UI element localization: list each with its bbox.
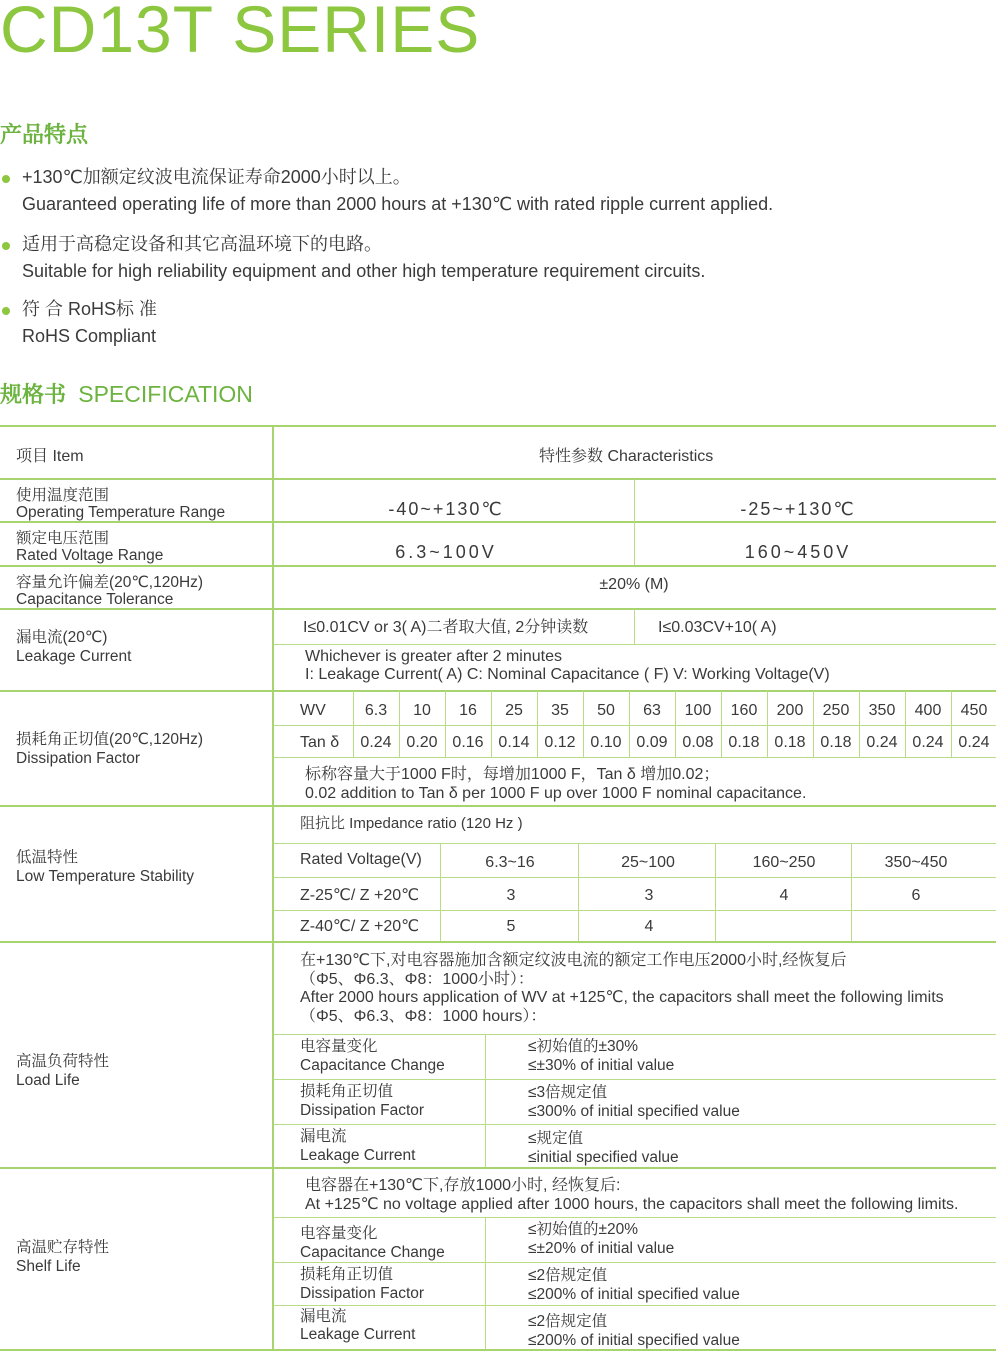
df-tan-cell: 0.24 bbox=[958, 734, 990, 751]
load-row-zh: 损耗角正切值 bbox=[300, 1083, 394, 1100]
lowtemp-col: 25~100 bbox=[621, 854, 675, 871]
spec-heading-zh: 规格书 bbox=[0, 382, 67, 407]
feature-zh: +130℃加额定纹波电流保证寿命2000小时以上。 bbox=[22, 167, 411, 187]
leakage-note-1: Whichever is greater after 2 minutes bbox=[305, 648, 562, 665]
lowtemp-r1-value: 6 bbox=[911, 887, 921, 904]
df-tan-label: Tan δ bbox=[300, 734, 340, 751]
load-desc: （Φ5、Φ6.3、Φ8：1000 hours）： bbox=[300, 1008, 547, 1025]
voltage-value-low: 6.3~100V bbox=[395, 542, 497, 562]
lowtemp-r2-label: Z-40℃/ Z +20℃ bbox=[300, 918, 420, 935]
feature-item bbox=[0, 296, 157, 350]
lowtemp-ratio: 阻抗比 Impedance ratio (120 Hz ) bbox=[300, 815, 523, 832]
load-row-en: Capacitance Change bbox=[300, 1057, 445, 1074]
temp-value-low: -40~+130℃ bbox=[388, 499, 504, 519]
df-tan-cell: 0.18 bbox=[728, 734, 760, 751]
load-row-value-en: ≤±30% of initial value bbox=[528, 1057, 675, 1074]
load-row-value-en: ≤initial specified value bbox=[528, 1149, 679, 1166]
voltage-value-high: 160~450V bbox=[744, 542, 852, 562]
tolerance-value: ±20% (M) bbox=[599, 576, 669, 593]
voltage-label-zh: 额定电压范围 bbox=[16, 530, 110, 547]
feature-en: Guaranteed operating life of more than 2000 hours at +130℃ with rated ripple current applied. bbox=[22, 194, 774, 214]
load-row-en: Leakage Current bbox=[300, 1147, 416, 1164]
spec-heading-en: SPECIFICATION bbox=[78, 381, 253, 407]
df-wv-cell: 16 bbox=[459, 702, 477, 719]
df-wv-cell: 35 bbox=[551, 702, 569, 719]
load-row-value-zh: ≤规定值 bbox=[528, 1130, 584, 1147]
load-row-zh: 电容量变化 bbox=[300, 1038, 378, 1055]
df-wv-cell: 450 bbox=[960, 702, 988, 719]
lowtemp-col: 6.3~16 bbox=[485, 854, 535, 871]
lowtemp-col: 350~450 bbox=[884, 854, 948, 871]
df-wv-cell: 350 bbox=[868, 702, 896, 719]
lowtemp-r2-value: 4 bbox=[644, 918, 654, 935]
lowtemp-r1-label: Z-25℃/ Z +20℃ bbox=[300, 887, 420, 904]
df-wv-cell: 50 bbox=[597, 702, 615, 719]
spec-heading bbox=[0, 378, 253, 409]
shelf-row-value-zh: ≤2倍规定值 bbox=[528, 1313, 608, 1330]
df-tan-cell: 0.09 bbox=[636, 734, 668, 751]
df-wv-cell: 63 bbox=[643, 702, 661, 719]
df-tan-cell: 0.10 bbox=[590, 734, 622, 751]
lowtemp-r1-value: 3 bbox=[506, 887, 516, 904]
temp-label-en: Operating Temperature Range bbox=[16, 504, 226, 521]
lowtemp-col: 160~250 bbox=[752, 854, 816, 871]
load-row-value-zh: ≤3倍规定值 bbox=[528, 1084, 608, 1101]
df-wv-cell: 10 bbox=[413, 702, 431, 719]
df-note-zh: 标称容量大于1000 F时，每增加1000 F，Tan δ 增加0.02； bbox=[305, 766, 720, 783]
df-tan-cell: 0.08 bbox=[682, 734, 714, 751]
lowtemp-r2-value: 5 bbox=[506, 918, 516, 935]
bullet-icon bbox=[2, 242, 10, 250]
feature-en: Suitable for high reliability equipment and other high temperature requirement circuits. bbox=[22, 261, 706, 281]
shelf-row-en: Capacitance Change bbox=[300, 1244, 445, 1261]
df-tan-cell: 0.20 bbox=[406, 734, 438, 751]
df-tan-cell: 0.24 bbox=[912, 734, 944, 751]
load-desc: After 2000 hours application of WV at +125℃, the capacitors shall meet the following limits bbox=[300, 989, 944, 1006]
df-tan-cell: 0.24 bbox=[866, 734, 898, 751]
features-heading: 产品特点 bbox=[0, 122, 89, 147]
df-tan-cell: 0.18 bbox=[774, 734, 806, 751]
leakage-label-zh: 漏电流(20℃) bbox=[16, 629, 108, 646]
feature-item bbox=[0, 231, 705, 285]
header-characteristics: 特性参数 Characteristics bbox=[539, 448, 714, 465]
temp-value-high: -25~+130℃ bbox=[740, 499, 856, 519]
df-wv-cell: 100 bbox=[684, 702, 712, 719]
shelf-row-value-zh: ≤2倍规定值 bbox=[528, 1267, 608, 1284]
voltage-label-en: Rated Voltage Range bbox=[16, 547, 164, 564]
shelf-row-value-en: ≤±20% of initial value bbox=[528, 1240, 675, 1257]
temp-label-zh: 使用温度范围 bbox=[16, 487, 110, 504]
load-row-en: Dissipation Factor bbox=[300, 1102, 425, 1119]
shelf-row-zh: 漏电流 bbox=[300, 1308, 347, 1325]
leakage-note-2: I: Leakage Current( A) C: Nominal Capacitance ( F) V: Working Voltage(V) bbox=[305, 666, 830, 683]
lowtemp-r1-value: 4 bbox=[779, 887, 789, 904]
shelf-row-value-zh: ≤初始值的±20% bbox=[528, 1221, 639, 1238]
df-wv-cell: 6.3 bbox=[364, 702, 388, 719]
leakage-formula-low: I≤0.01CV or 3( A)二者取大值, 2分钟读数 bbox=[303, 619, 589, 636]
load-label-zh: 高温负荷特性 bbox=[16, 1053, 110, 1070]
df-label-zh: 损耗角正切值(20℃,120Hz) bbox=[16, 731, 204, 748]
tolerance-label-en: Capacitance Tolerance bbox=[16, 591, 174, 608]
leakage-label-en: Leakage Current bbox=[16, 648, 132, 665]
feature-item bbox=[0, 164, 773, 218]
df-tan-cell: 0.14 bbox=[498, 734, 530, 751]
df-wv-label: WV bbox=[300, 702, 326, 719]
df-tan-cell: 0.24 bbox=[360, 734, 392, 751]
shelf-desc: 电容器在+130℃下,存放1000小时, 经恢复后: bbox=[305, 1177, 621, 1194]
tolerance-label-zh: 容量允许偏差(20℃,120Hz) bbox=[16, 574, 204, 591]
df-wv-cell: 200 bbox=[776, 702, 804, 719]
lowtemp-rv-label: Rated Voltage(V) bbox=[300, 851, 422, 868]
bullet-icon bbox=[2, 175, 10, 183]
load-desc: 在+130℃下,对电容器施加含额定纹波电流的额定工作电压2000小时,经恢复后 bbox=[300, 952, 847, 969]
df-tan-cell: 0.18 bbox=[820, 734, 852, 751]
df-wv-cell: 250 bbox=[822, 702, 850, 719]
df-tan-cell: 0.12 bbox=[544, 734, 576, 751]
shelf-row-zh: 电容量变化 bbox=[300, 1225, 378, 1242]
header-item: 项目 Item bbox=[16, 448, 84, 465]
leakage-formula-high: I≤0.03CV+10( A) bbox=[658, 619, 777, 636]
bullet-icon bbox=[2, 307, 10, 315]
load-row-zh: 漏电流 bbox=[300, 1128, 347, 1145]
df-note-en: 0.02 addition to Tan δ per 1000 F up over 1000 F nominal capacitance. bbox=[305, 785, 807, 802]
shelf-row-en: Leakage Current bbox=[300, 1326, 416, 1343]
feature-zh: 符 合 RoHS标 准 bbox=[22, 299, 158, 319]
shelf-label-en: Shelf Life bbox=[16, 1258, 81, 1275]
series-title: CD13T SERIES bbox=[0, 0, 481, 66]
shelf-desc: At +125℃ no voltage applied after 1000 hours, the capacitors shall meet the following limits. bbox=[305, 1196, 959, 1213]
shelf-row-value-en: ≤200% of initial specified value bbox=[528, 1286, 740, 1303]
feature-en: RoHS Compliant bbox=[22, 326, 157, 346]
load-row-value-en: ≤300% of initial specified value bbox=[528, 1103, 740, 1120]
shelf-row-value-en: ≤200% of initial specified value bbox=[528, 1332, 740, 1349]
df-label-en: Dissipation Factor bbox=[16, 750, 141, 767]
feature-zh: 适用于高稳定设备和其它高温环境下的电路。 bbox=[22, 234, 382, 254]
load-label-en: Load Life bbox=[16, 1072, 80, 1089]
shelf-row-zh: 损耗角正切值 bbox=[300, 1266, 394, 1283]
lowtemp-r1-value: 3 bbox=[644, 887, 654, 904]
shelf-row-en: Dissipation Factor bbox=[300, 1285, 425, 1302]
shelf-label-zh: 高温贮存特性 bbox=[16, 1239, 110, 1256]
load-desc: （Φ5、Φ6.3、Φ8：1000小时）： bbox=[300, 971, 534, 988]
df-wv-cell: 160 bbox=[730, 702, 758, 719]
df-wv-cell: 25 bbox=[505, 702, 523, 719]
df-wv-cell: 400 bbox=[914, 702, 942, 719]
lowtemp-label-zh: 低温特性 bbox=[16, 849, 79, 866]
load-row-value-zh: ≤初始值的±30% bbox=[528, 1038, 639, 1055]
lowtemp-label-en: Low Temperature Stability bbox=[16, 868, 195, 885]
df-tan-cell: 0.16 bbox=[452, 734, 484, 751]
